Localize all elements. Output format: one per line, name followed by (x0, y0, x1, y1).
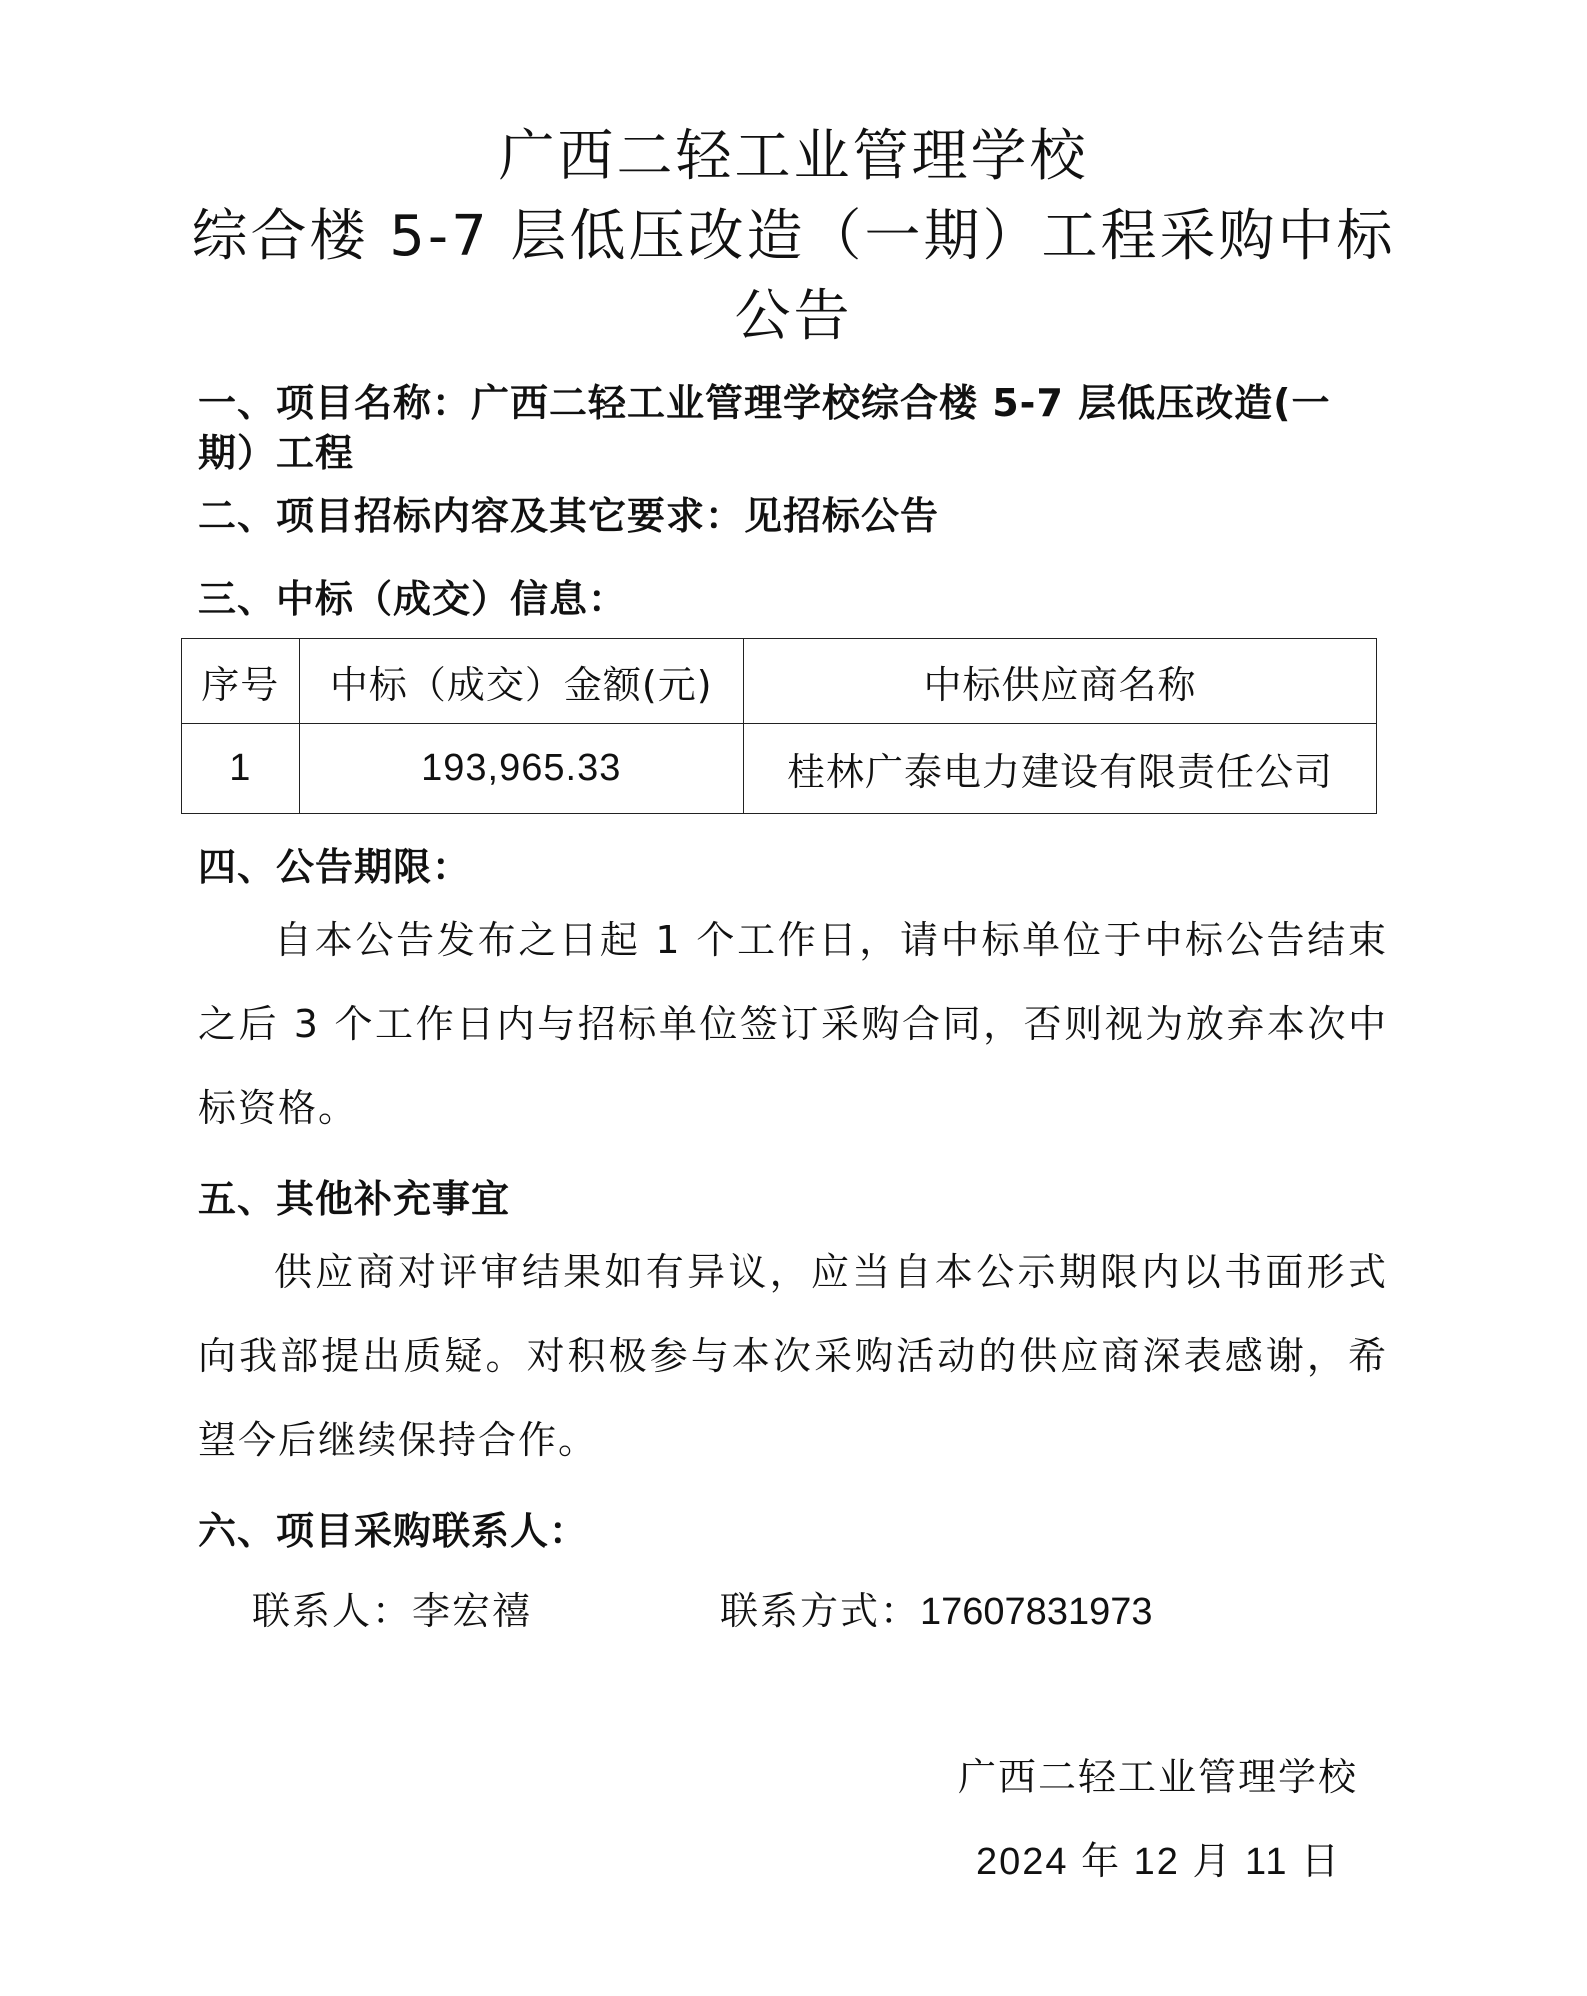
section-5-body: 供应商对评审结果如有异议，应当自本公示期限内以书面形式向我部提出质疑。对积极参与本次采购活动的供应商深表感谢，希望今后继续保持合作。 (198, 1250, 1388, 1462)
cell-supplier: 桂林广泰电力建设有限责任公司 (743, 724, 1376, 814)
section-5-heading: 五、其他补充事宜 (198, 1177, 511, 1221)
section-6-heading: 六、项目采购联系人： (198, 1509, 589, 1553)
title-line-2: 综合楼 5-7 层低压改造（一期）工程采购中标 (191, 204, 1396, 269)
phone-number: 17607831973 (920, 1591, 1153, 1633)
section-1-project-name: 一、项目名称：广西二轻工业管理学校综合楼 5-7 层低压改造(一 (198, 381, 1331, 425)
header-index: 序号 (182, 639, 300, 724)
contact-phone (720, 1580, 1153, 1635)
contact-person (252, 1580, 532, 1635)
phone-label: 联系方式： (720, 1589, 921, 1633)
table-header-row (182, 639, 1377, 724)
section-2-requirements: 二、项目招标内容及其它要求：见招标公告 (198, 494, 940, 538)
contact-label: 联系人： (252, 1589, 413, 1633)
cell-amount: 193,965.33 (299, 724, 743, 814)
header-supplier: 中标供应商名称 (743, 639, 1376, 724)
cell-index: 1 (182, 724, 300, 814)
signature-org: 广西二轻工业管理学校 (958, 1755, 1359, 1799)
section-4-heading: 四、公告期限： (198, 845, 472, 889)
table-row (182, 724, 1377, 814)
award-table (181, 638, 1377, 814)
section-4-body: 自本公告发布之日起 1 个工作日，请中标单位于中标公告结束之后 3 个工作日内与招标单位签订采购合同，否则视为放弃本次中标资格。 (198, 918, 1388, 1130)
signature-date: 2024 年 12 月 11 日 (976, 1841, 1342, 1883)
title-line-1: 广西二轻工业管理学校 (498, 124, 1089, 189)
header-amount: 中标（成交）金额(元) (299, 639, 743, 724)
contact-name: 李宏禧 (412, 1589, 533, 1633)
section-1-project-name-cont: 期）工程 (198, 431, 355, 475)
title-line-3: 公告 (734, 284, 853, 349)
section-3-heading: 三、中标（成交）信息： (198, 577, 628, 621)
